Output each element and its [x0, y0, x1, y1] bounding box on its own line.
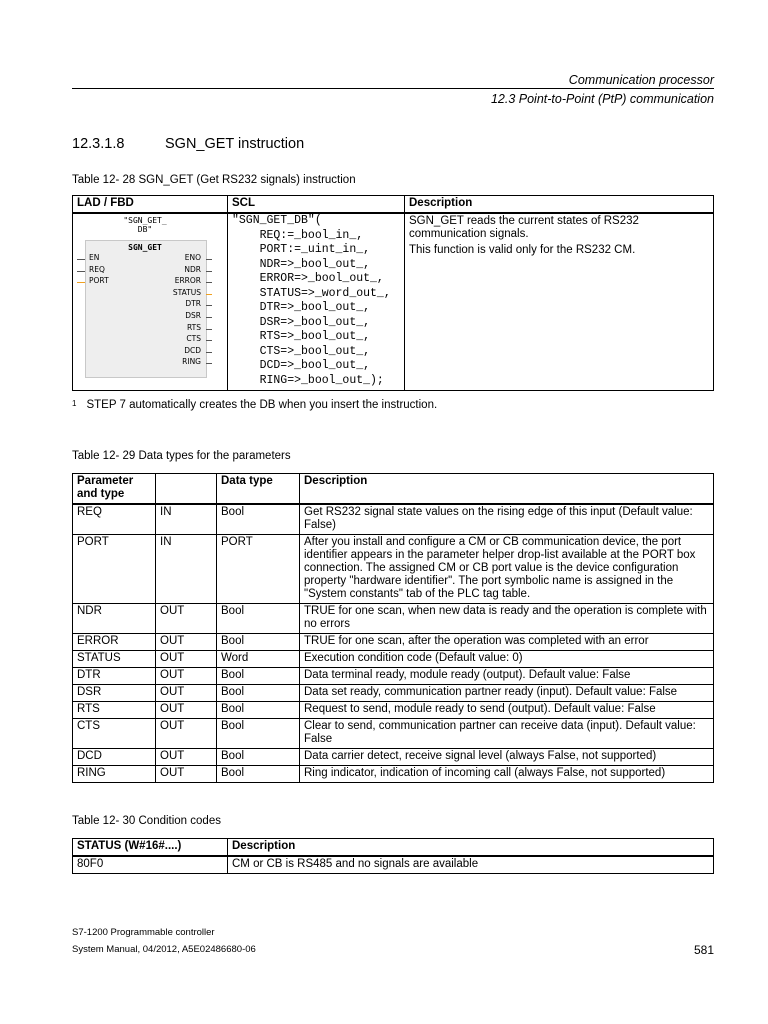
- status-code: 80F0: [73, 856, 228, 874]
- fbd-output-pin: NDR: [184, 264, 201, 274]
- param-direction: OUT: [156, 702, 217, 719]
- param-name: DSR: [73, 685, 156, 702]
- param-name: DTR: [73, 668, 156, 685]
- fbd-output-wire: [206, 259, 212, 260]
- param-name: DCD: [73, 749, 156, 766]
- fbd-input-pin: PORT: [89, 276, 109, 286]
- table-row: [73, 719, 714, 749]
- header-rule: [72, 88, 714, 89]
- table-row: [73, 634, 714, 651]
- param-name: CTS: [73, 719, 156, 749]
- param-direction: OUT: [156, 766, 217, 783]
- param-name: PORT: [73, 535, 156, 604]
- running-header-section: 12.3 Point-to-Point (PtP) communication: [490, 92, 714, 106]
- description-note: This function is valid only for the RS232 CM.: [409, 244, 636, 256]
- param-data-type: Bool: [217, 702, 300, 719]
- fbd-output-pin: RING: [182, 357, 201, 367]
- table-row: [73, 651, 714, 668]
- fbd-input-wire: [77, 259, 85, 260]
- fbd-block-diagram: [73, 214, 217, 380]
- param-data-type: Bool: [217, 766, 300, 783]
- footnote-text: STEP 7 automatically creates the DB when you insert the instruction.: [86, 399, 438, 411]
- param-direction: OUT: [156, 749, 217, 766]
- param-data-type: Bool: [217, 719, 300, 749]
- param-direction: OUT: [156, 604, 217, 634]
- condition-codes-table: [72, 838, 714, 874]
- param-direction: OUT: [156, 668, 217, 685]
- fbd-output-pin: CTS: [186, 334, 201, 344]
- param-direction: IN: [156, 504, 217, 535]
- fbd-output-pin: DCD: [184, 345, 201, 355]
- parameters-table: [72, 473, 714, 783]
- col-header-data-type: Data type: [217, 474, 300, 505]
- param-description: Data set ready, communication partner ready (input). Default value: False: [300, 685, 714, 702]
- param-name: RING: [73, 766, 156, 783]
- param-direction: OUT: [156, 651, 217, 668]
- fbd-cell: [73, 213, 228, 391]
- fbd-output-wire: [206, 305, 212, 306]
- param-description: Request to send, module ready to send (output). Default value: False: [300, 702, 714, 719]
- param-data-type: Bool: [217, 668, 300, 685]
- param-data-type: Bool: [217, 685, 300, 702]
- param-direction: IN: [156, 535, 217, 604]
- footer-manual: System Manual, 04/2012, A5E02486680-06: [72, 944, 256, 955]
- table-30-caption: Table 12- 30 Condition codes: [72, 815, 221, 827]
- fbd-output-pin: ERROR: [174, 276, 201, 286]
- param-description: Data terminal ready, module ready (output). Default value: False: [300, 668, 714, 685]
- scl-code: "SGN_GET_DB"( REQ:=_bool_in_, PORT:=_uint_in_, NDR=>_bool_out_, ERROR=>_bool_out_, STATUS=>_word_out_, DTR=>_bool_out_, DSR=>_bool_out_, RTS=>_bool_out_, CTS=>_bool_out_, DCD=>_bool_out_, RING=>_bool_out_);: [228, 213, 405, 391]
- param-description: Clear to send, communication partner can receive data (input). Default value: False: [300, 719, 714, 749]
- col-header-description: Description: [300, 474, 714, 505]
- table-row: [73, 604, 714, 634]
- table-row: [73, 504, 714, 535]
- fbd-output-wire: [206, 363, 212, 364]
- fbd-output-wire: [206, 340, 212, 341]
- fbd-output-wire: [206, 271, 212, 272]
- fbd-input-wire: [77, 271, 85, 272]
- footnote-mark: 1: [72, 399, 77, 408]
- fbd-output-wire: [206, 329, 212, 330]
- param-direction: OUT: [156, 685, 217, 702]
- col-header-scl: SCL: [228, 196, 405, 214]
- fbd-output-wire: [206, 282, 212, 283]
- section-title: SGN_GET instruction: [165, 136, 305, 152]
- param-data-type: Bool: [217, 604, 300, 634]
- col-header-status: STATUS (W#16#....): [73, 839, 228, 857]
- param-direction: OUT: [156, 634, 217, 651]
- fbd-output-wire: [206, 294, 212, 295]
- param-name: NDR: [73, 604, 156, 634]
- param-direction: OUT: [156, 719, 217, 749]
- table-28-caption: Table 12- 28 SGN_GET (Get RS232 signals) instruction: [72, 174, 356, 186]
- fbd-output-wire: [206, 317, 212, 318]
- page-number: 581: [693, 943, 714, 957]
- table-row: [73, 535, 714, 604]
- table-row: [73, 749, 714, 766]
- param-name: REQ: [73, 504, 156, 535]
- footer-product: S7-1200 Programmable controller: [72, 927, 215, 938]
- col-header-description: Description: [405, 196, 714, 214]
- table-row: [73, 685, 714, 702]
- instruction-description: [405, 213, 714, 391]
- param-description: TRUE for one scan, after the operation was completed with an error: [300, 634, 714, 651]
- instruction-table: [72, 195, 714, 391]
- param-name: ERROR: [73, 634, 156, 651]
- fbd-output-pin: DSR: [185, 311, 201, 320]
- fbd-output-pin: RTS: [186, 322, 201, 332]
- col-header-type: [156, 474, 217, 505]
- fbd-input-wire: [77, 282, 85, 283]
- param-description: Data carrier detect, receive signal level (always False, not supported): [300, 749, 714, 766]
- table-row: [73, 766, 714, 783]
- table-row: [73, 702, 714, 719]
- table-29-caption: Table 12- 29 Data types for the parameters: [72, 450, 291, 462]
- param-data-type: Bool: [217, 504, 300, 535]
- param-data-type: Bool: [217, 634, 300, 651]
- param-name: STATUS: [73, 651, 156, 668]
- col-header-description: Description: [228, 839, 714, 857]
- section-number: 12.3.1.8: [72, 136, 125, 152]
- param-data-type: Word: [217, 651, 300, 668]
- param-data-type: Bool: [217, 749, 300, 766]
- fbd-db-label: "SGN_GET_ DB": [123, 216, 167, 234]
- param-description: Ring indicator, indication of incoming call (always False, not supported): [300, 766, 714, 783]
- param-description: Execution condition code (Default value: 0): [300, 651, 714, 668]
- param-description: Get RS232 signal state values on the rising edge of this input (Default value: False): [300, 504, 714, 535]
- fbd-input-pin: REQ: [89, 264, 105, 274]
- col-header-lad: LAD / FBD: [73, 196, 228, 214]
- param-description: TRUE for one scan, when new data is ready and the operation is complete with no errors: [300, 604, 714, 634]
- description-text: SGN_GET reads the current states of RS232 communication signals.: [409, 215, 639, 240]
- param-data-type: PORT: [217, 535, 300, 604]
- footnote: [72, 399, 437, 411]
- fbd-output-pin: STATUS: [172, 287, 201, 297]
- running-header-chapter: Communication processor: [568, 73, 714, 87]
- table-row: [73, 856, 714, 874]
- fbd-input-pin: EN: [89, 253, 100, 262]
- fbd-output-pin: ENO: [184, 253, 201, 262]
- table-row: [73, 668, 714, 685]
- fbd-block-name: SGN_GET: [128, 243, 162, 252]
- fbd-output-wire: [206, 352, 212, 353]
- status-description: CM or CB is RS485 and no signals are available: [228, 856, 714, 874]
- col-header-parameter: Parameter and type: [73, 474, 156, 505]
- param-description: After you install and configure a CM or CB communication device, the port identifier appears in the parameter helper drop-list available at the PORT box connection. The assigned CM or CB port value is the device configuration property "hardware identifier". The port symbolic name is assigned in the "System constants" tab of the PLC tag table.: [300, 535, 714, 604]
- fbd-output-pin: DTR: [185, 299, 201, 309]
- param-name: RTS: [73, 702, 156, 719]
